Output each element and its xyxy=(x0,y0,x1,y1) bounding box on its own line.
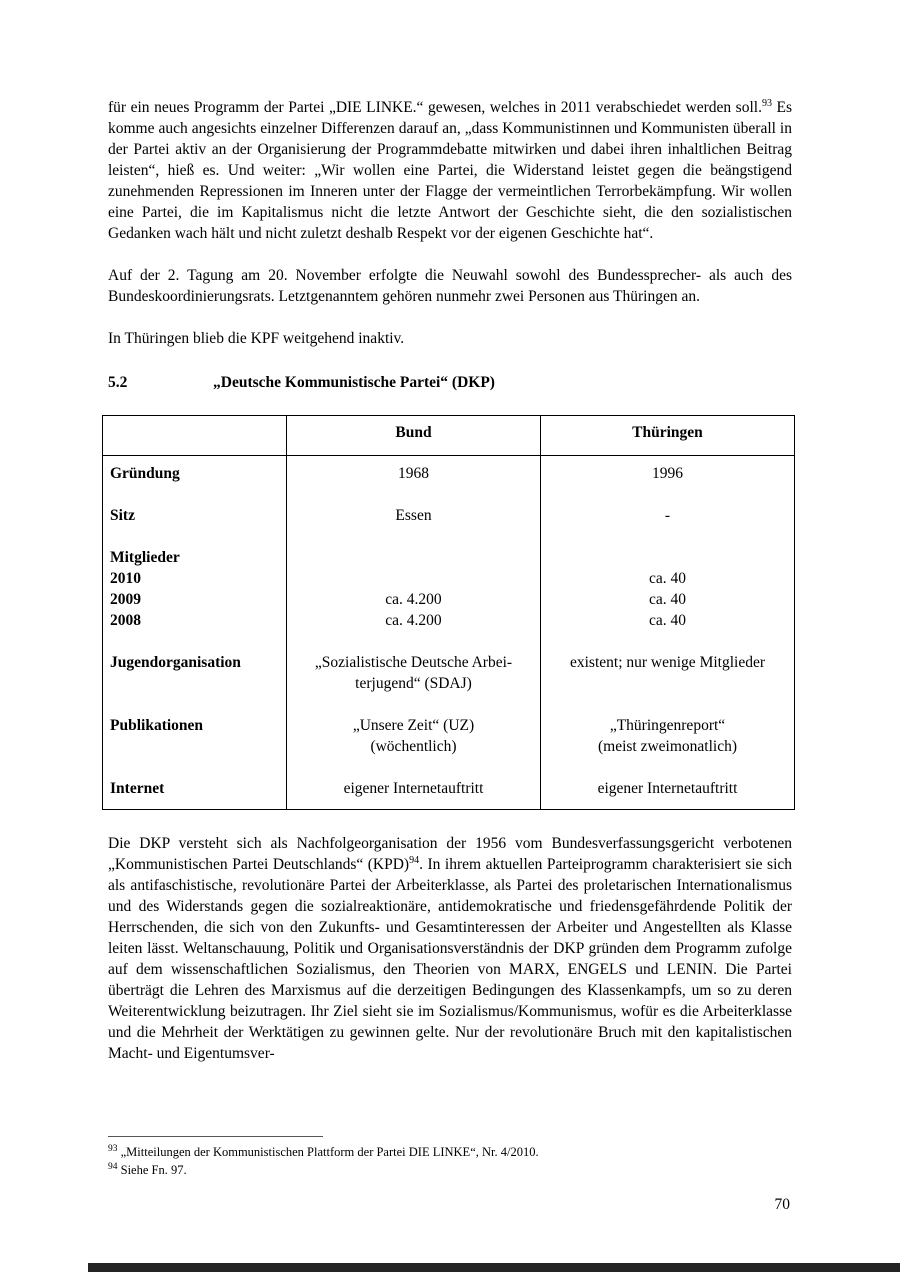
table-cell-line: ca. 40 xyxy=(648,570,686,587)
page-content xyxy=(108,97,792,1085)
footnote-93 xyxy=(108,1144,792,1162)
table-row-gap xyxy=(293,757,534,778)
footnote-94 xyxy=(108,1162,792,1180)
table-cell-line: Publikationen xyxy=(110,717,204,734)
table-cell-line xyxy=(110,673,280,694)
paragraph-text: . In ihrem aktuellen Parteiprogramm charakterisiert sie sich als antifaschistische, revolutionäre Partei der Arbeiterklasse, als Partei des proletarischen Internationalismus und des Widerstands gegen die sozialreaktionäre, antidemokratische und friedensgefährdende Politik der Herrschenden, die sich von den Zukunfts- und Gesamtinteressen der Arbeiter und Angestellten als Klasse leiten lässt. Weltanschauung, Politik und Organisationsverständnis der DKP gründen dem Programm zufolge auf dem wissenschaftlichen Sozialismus, den Theorien von MARX, ENGELS und LENIN. Die Partei überträgt die Lehren des Marxismus auf die derzeitigen Bedingungen des Klassenkampfs, um so zu deren Weiterentwicklung beizutragen. Ihr Ziel sieht sie im Sozialismus/Kommunismus, wofür es die Arbeiterklasse und die Mehrheit der Werktätigen zu gewinnen gelte. Nur der revolutionäre Bruch mit den kapitalistischen Macht- und Eigentumsver- xyxy=(108,856,793,1062)
paragraph-text: für ein neues Programm der Partei „DIE LINKE.“ gewesen, welches in 2011 verabschiedet werden soll. xyxy=(108,99,762,116)
page-number: 70 xyxy=(774,1196,790,1213)
footnote-number: 93 xyxy=(108,1143,118,1154)
table-row-gap xyxy=(293,526,534,547)
footnote-text: „Mitteilungen der Kommunistischen Plattform der Partei DIE LINKE“, Nr. 4/2010. xyxy=(120,1145,539,1159)
paragraph-kpf-inaktiv: In Thüringen blieb die KPF weitgehend inaktiv. xyxy=(108,330,405,347)
table-cell-line: - xyxy=(664,507,671,524)
table-cell-line: „Thüringenreport“ xyxy=(609,717,726,734)
table-labels-column xyxy=(103,456,286,809)
table-cell-line: (meist zweimonatlich) xyxy=(597,738,738,755)
table-cell-line: „Unsere Zeit“ (UZ) xyxy=(352,717,475,734)
table-cell-line: Gründung xyxy=(110,465,180,482)
dkp-comparison-table xyxy=(102,415,795,810)
table-cell-line xyxy=(547,673,788,694)
table-row-gap xyxy=(547,694,788,715)
table-row-gap xyxy=(110,694,280,715)
table-cell-line: 2008 xyxy=(110,612,141,629)
table-row-gap xyxy=(547,484,788,505)
table-row-gap xyxy=(110,757,280,778)
table-cell-line: Essen xyxy=(395,507,432,524)
table-cell-line xyxy=(547,547,788,568)
footnotes-section xyxy=(108,1136,792,1179)
table-cell-line: Internet xyxy=(110,780,165,797)
paragraph-text: Es komme auch angesichts einzelner Differenzen darauf an, „dass Kommunistinnen und Kommunisten überall in der Partei aktiv an der Organisierung der Programmdebatte mitwirken und dabei ihren inhaltlichen Beitrag leisten“, hieß es. Und weiter: „Wir wollen eine Partei, die Widerstand leistet gegen die beängstigend zunehmenden Repressionen im Inneren unter der Flagge der vermeintlichen Terrorbekämpfung. Wir wollen eine Partei, die im Kapitalismus nicht die letzte Antwort der Geschichte sieht, die den sozialistischen Gedanken wach hält und nicht zuletzt deshalb Respekt vor der eigenen Geschichte hat“. xyxy=(108,99,792,242)
paragraph-programmdebatte xyxy=(108,97,792,244)
table-cell-line xyxy=(293,547,534,568)
table-cell-line: 1968 xyxy=(398,465,429,482)
footnote-number: 94 xyxy=(108,1161,118,1172)
section-number: 5.2 xyxy=(108,374,128,391)
table-cell-line: ca. 4.200 xyxy=(385,591,442,608)
table-row-gap xyxy=(110,484,280,505)
table-header-empty xyxy=(103,416,286,456)
footnote-ref-94: 94 xyxy=(409,854,420,866)
table-cell-line: 2010 xyxy=(110,570,141,587)
table-cell-line: terjugend“ (SDAJ) xyxy=(355,675,472,692)
section-heading xyxy=(108,372,792,393)
table-cell-line: ca. 40 xyxy=(648,612,686,629)
paragraph-dkp-beschreibung xyxy=(108,833,792,1064)
table-thueringen-column xyxy=(541,456,794,809)
table-bund-column xyxy=(286,456,541,809)
section-title: „Deutsche Kommunistische Partei“ (DKP) xyxy=(213,374,495,391)
table-cell-line: Sitz xyxy=(110,507,135,524)
table-cell-line: „Sozialistische Deutsche Arbei- xyxy=(314,654,513,671)
footnote-text: Siehe Fn. 97. xyxy=(120,1162,187,1177)
paragraph-tagung: Auf der 2. Tagung am 20. November erfolgte die Neuwahl sowohl des Bundessprecher- als auch des Bundeskoordinierungsrats. Letztgenanntem gehören nunmehr zwei Personen aus Thüringen an. xyxy=(108,267,792,305)
footnote-ref-93: 93 xyxy=(761,97,772,109)
table-cell-line: existent; nur wenige Mitglieder xyxy=(570,654,765,671)
table-cell-line xyxy=(293,568,534,589)
table-cell-line: Mitglieder xyxy=(110,549,180,566)
table-header-thueringen: Thüringen xyxy=(541,416,794,456)
table-cell-line: eigener Internetauftritt xyxy=(597,780,738,797)
paragraph-text: Die DKP versteht sich als Nachfolgeorganisation der 1956 vom Bundesverfassungsgericht verbotenen „Kommunistischen Partei Deutschlands“ (KPD) xyxy=(108,835,792,873)
table-cell-line: ca. 40 xyxy=(648,591,686,608)
viewer-bottom-bar xyxy=(88,1263,900,1272)
table-cell-line xyxy=(110,736,280,757)
table-cell-line: 1996 xyxy=(652,465,683,482)
table-cell-line: (wöchentlich) xyxy=(370,738,457,755)
table-row-gap xyxy=(547,757,788,778)
table-cell-line: ca. 4.200 xyxy=(385,612,442,629)
footnote-separator xyxy=(108,1136,323,1137)
table-cell-line: Jugendorganisation xyxy=(110,654,241,671)
table-row-gap xyxy=(110,631,280,652)
table-row-gap xyxy=(547,526,788,547)
table-cell-line: 2009 xyxy=(110,591,141,608)
table-row-gap xyxy=(293,484,534,505)
table-row-gap xyxy=(293,631,534,652)
table-row-gap xyxy=(547,631,788,652)
table-header-bund: Bund xyxy=(286,416,541,456)
table-row-gap xyxy=(293,694,534,715)
table-cell-line: eigener Internetauftritt xyxy=(343,780,484,797)
table-row-gap xyxy=(110,526,280,547)
